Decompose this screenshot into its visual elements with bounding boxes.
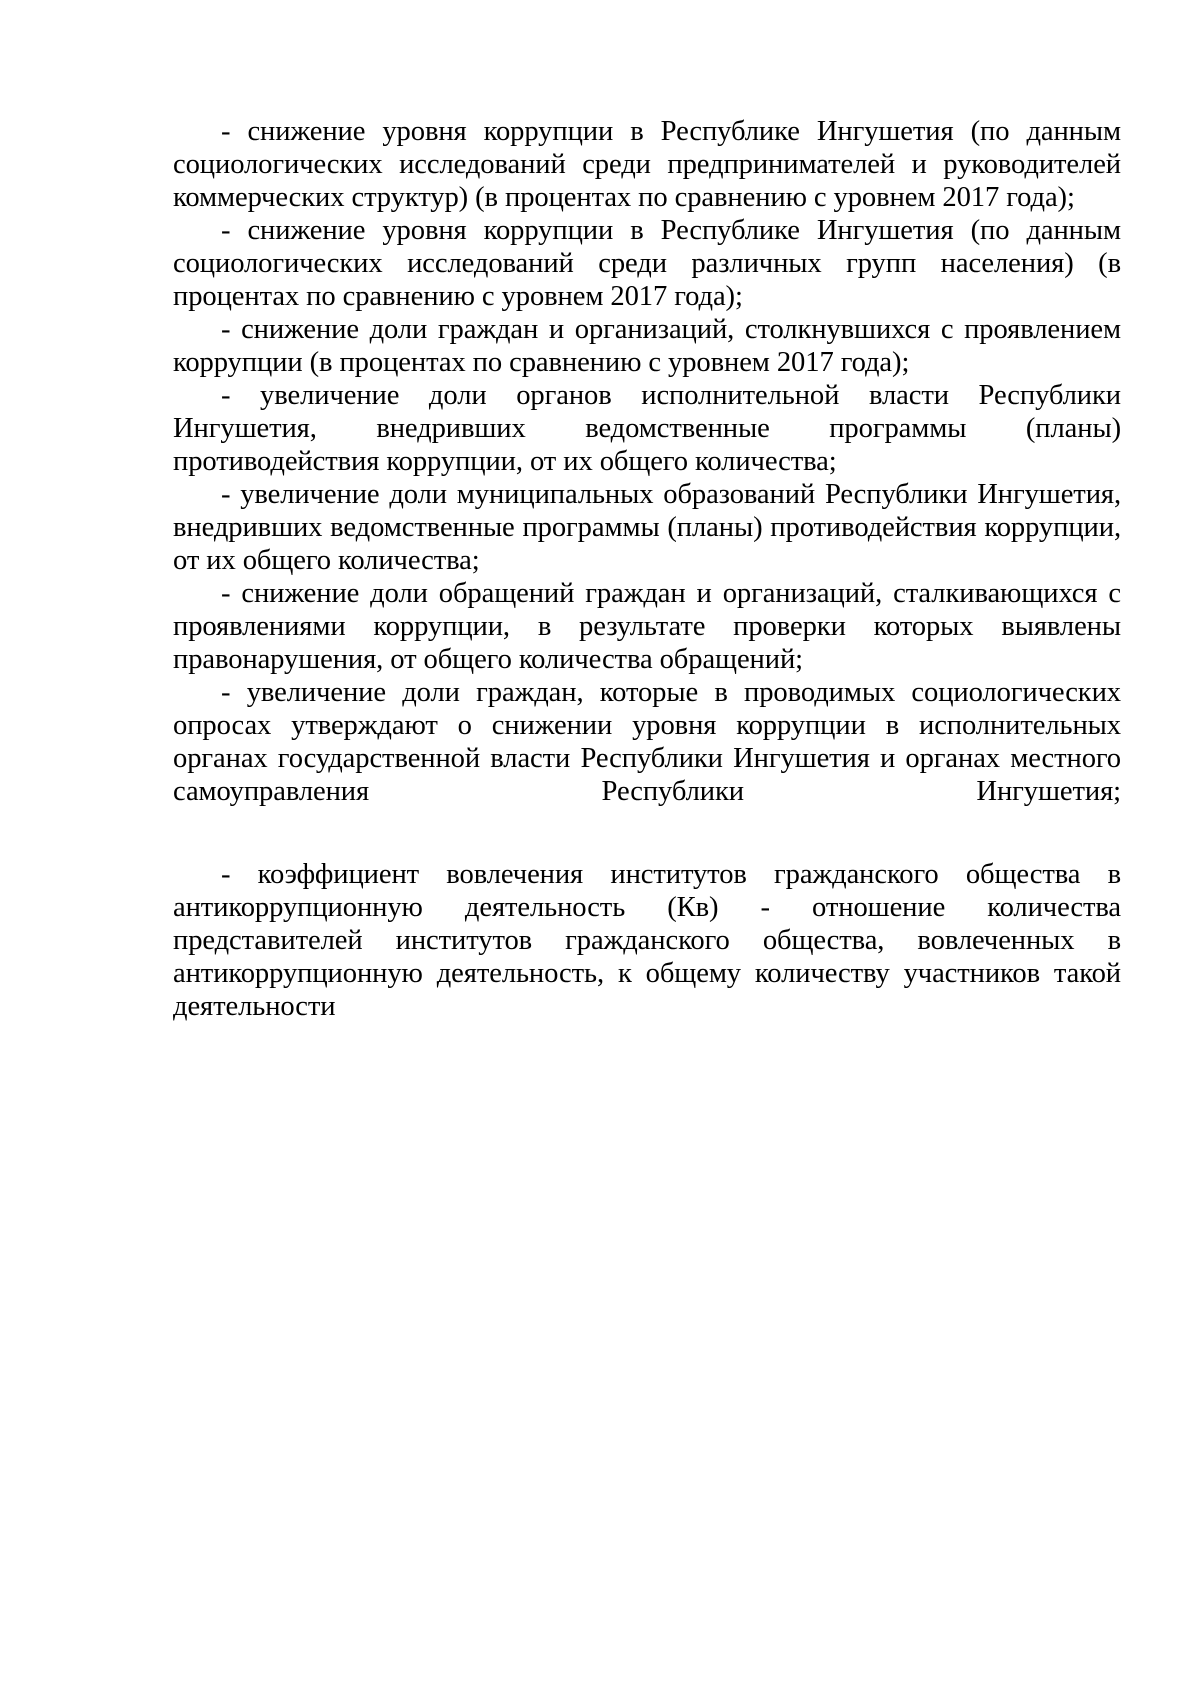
paragraph-involvement-coefficient: - коэффициент вовлечения институтов гражданского общества в антикоррупционную деятельность (Кв) - отношение количества представителей институтов гражданского общества, вовлеченных в антикоррупционную деятельность, к общему количеству участников такой деятельности <box>173 859 1121 1022</box>
paragraph-appeals-share: - снижение доли обращений граждан и организаций, сталкивающихся с проявлениями коррупции, в результате проверки которых выявлены правонарушения, от общего количества обращений; <box>173 578 1121 675</box>
paragraph-business-corruption: - снижение уровня коррупции в Республике Ингушетия (по данным социологических исследований среди предпринимателей и руководителей коммерческих структур) (в процентах по сравнению с уровнем 2017 года); <box>173 116 1121 213</box>
paragraph-municipalities-share: - увеличение доли муниципальных образований Республики Ингушетия, внедривших ведомственные программы (планы) противодействия коррупции, от их общего количества; <box>173 479 1121 576</box>
paragraph-citizens-share: - снижение доли граждан и организаций, столкнувшихся с проявлением коррупции (в процентах по сравнению с уровнем 2017 года); <box>173 314 1121 378</box>
blank-line <box>173 808 1121 858</box>
document-page <box>173 115 1121 1023</box>
paragraph-population-corruption: - снижение уровня коррупции в Республике Ингушетия (по данным социологических исследований среди различных групп населения) (в процентах по сравнению с уровнем 2017 года); <box>173 215 1121 312</box>
paragraph-executive-bodies-share: - увеличение доли органов исполнительной власти Республики Ингушетия, внедривших ведомственные программы (планы) противодействия коррупции, от их общего количества; <box>173 380 1121 477</box>
paragraph-survey-share: - увеличение доли граждан, которые в проводимых социологических опросах утверждают о снижении уровня коррупции в исполнительных органах государственной власти Республики Ингушетия и органах местного самоуправления Республики Ингушетия; <box>173 677 1121 807</box>
